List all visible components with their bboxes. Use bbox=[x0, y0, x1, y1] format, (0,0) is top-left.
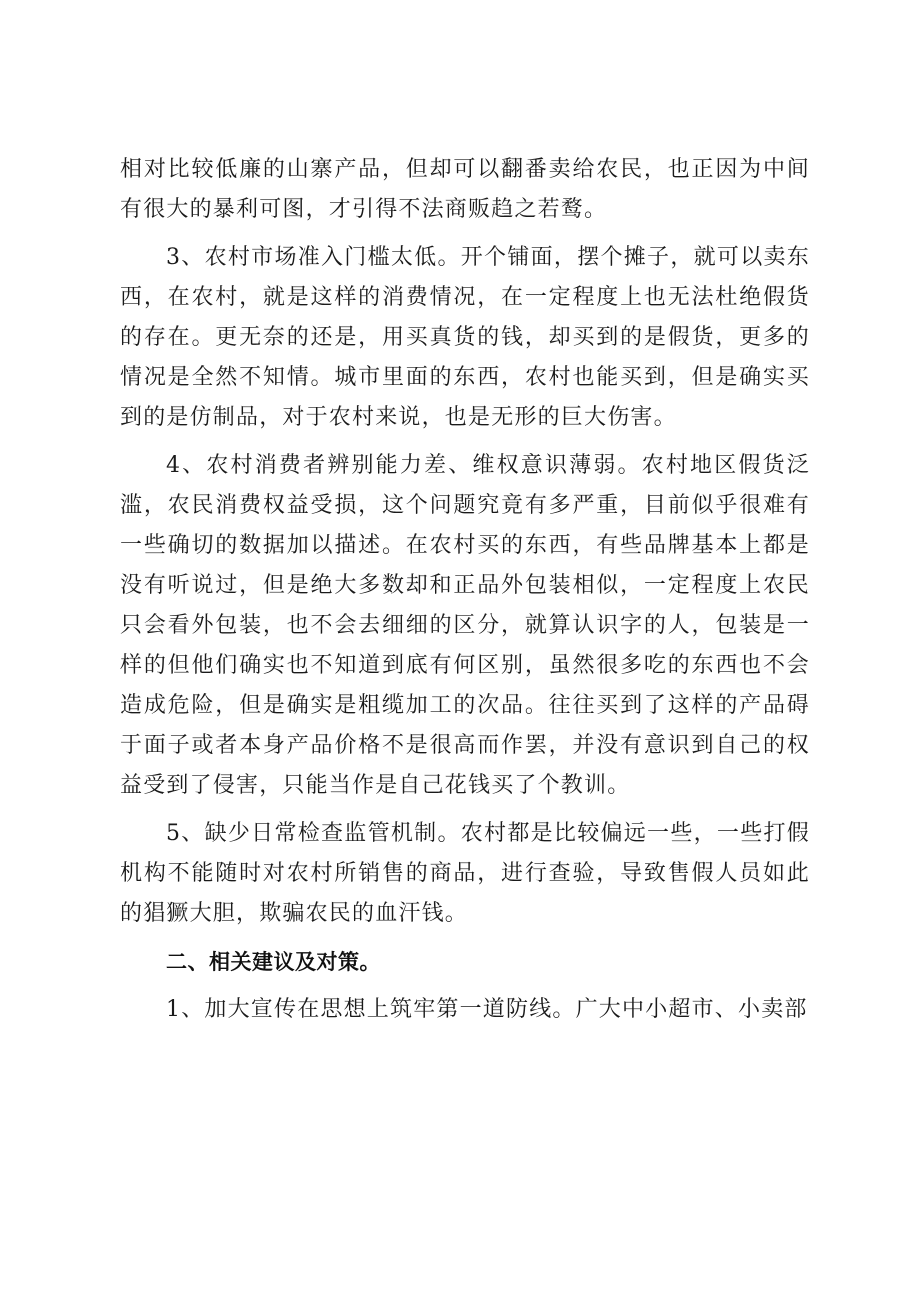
paragraph-item-3: 3、农村市场准入门槛太低。开个铺面，摆个摊子，就可以卖东西，在农村，就是这样的消费情况，在一定程度上也无法杜绝假货的存在。更无奈的还是，用买真货的钱，却买到的是假货，更多的情况是全然不知情。城市里面的东西，农村也能买到，但是确实买到的是仿制品，对于农村来说，也是无形的巨大伤害。 bbox=[120, 245, 810, 430]
document-body bbox=[120, 150, 810, 1030]
paragraph-continuation: 相对比较低廉的山寨产品，但却可以翻番卖给农民，也正因为中间有很大的暴利可图，才引得不法商贩趋之若鹜。 bbox=[120, 157, 810, 222]
paragraph-suggestion-1: 1、加大宣传在思想上筑牢第一道防线。广大中小超市、小卖部 bbox=[166, 997, 808, 1022]
paragraph-item-5: 5、缺少日常检查监管机制。农村都是比较偏远一些，一些打假机构不能随时对农村所销售的商品，进行查验，导致售假人员如此的猖獗大胆，欺骗农民的血汗钱。 bbox=[120, 821, 810, 926]
paragraph-item-4: 4、农村消费者辨别能力差、维权意识薄弱。农村地区假货泛滥，农民消费权益受损，这个问题究竟有多严重，目前似乎很难有一些确切的数据加以描述。在农村买的东西，有些品牌基本上都是没有听说过，但是绝大多数却和正品外包装相似，一定程度上农民只会看外包装，也不会去细细的区分，就算认识字的人，包装是一样的但他们确实也不知道到底有何区别，虽然很多吃的东西也不会造成危险，但是确实是粗缆加工的次品。往往买到了这样的产品碍于面子或者本身产品价格不是很高而作罢，并没有意识到自己的权益受到了侵害，只能当作是自己花钱买了个教训。 bbox=[120, 453, 810, 798]
section-heading: 二、相关建议及对策。 bbox=[166, 950, 381, 974]
